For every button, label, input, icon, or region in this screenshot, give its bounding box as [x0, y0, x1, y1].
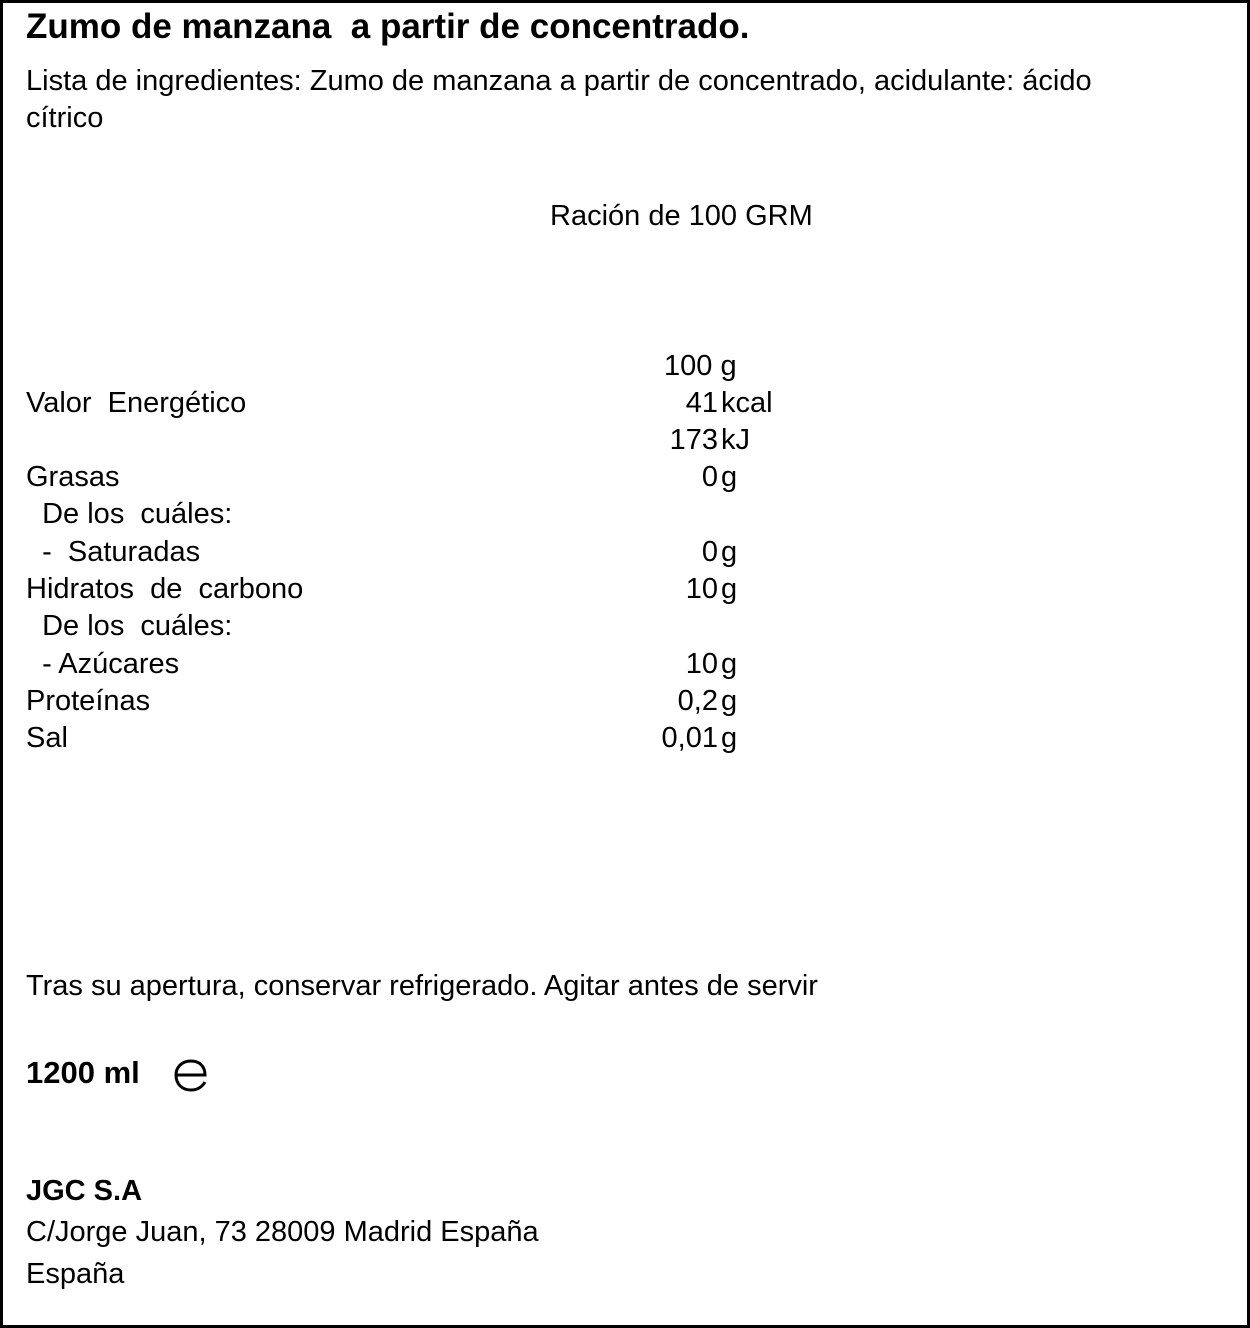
row-unit-fat: g	[721, 461, 738, 493]
row-label-salt: Sal	[26, 722, 68, 754]
row-label-of-which-2: De los cuáles:	[26, 610, 233, 642]
row-unit-salt: g	[721, 722, 738, 754]
row-label-of-which-1: De los cuáles:	[26, 498, 233, 530]
company-country: España	[26, 1258, 125, 1290]
row-value-salt: 0,01	[661, 722, 718, 754]
serving-size: Ración de 100 GRM	[550, 200, 813, 232]
row-label-fat: Grasas	[26, 461, 120, 493]
row-label-carbohydrates: Hidratos de carbono	[26, 573, 304, 605]
row-label-protein: Proteínas	[26, 685, 151, 717]
row-value-sugars: 10	[685, 648, 718, 680]
ingredients-text: Lista de ingredientes: Zumo de manzana a partir de concentrado, acidulante: ácido cítrico	[26, 65, 1092, 134]
row-unit-protein: g	[721, 685, 738, 717]
row-value-saturated: 0	[701, 536, 718, 568]
row-unit-sugars: g	[721, 648, 738, 680]
row-label-saturated: - Saturadas	[26, 536, 201, 568]
estimated-e-icon	[173, 1057, 209, 1093]
column-header: 100 g	[664, 350, 737, 382]
row-label-sugars: - Azúcares	[26, 648, 180, 680]
company-name: JGC S.A	[26, 1175, 143, 1207]
row-unit-carbohydrates: g	[721, 573, 738, 605]
row-unit-energy-kj: kJ	[721, 424, 750, 456]
company-address: C/Jorge Juan, 73 28009 Madrid España	[26, 1216, 539, 1248]
product-title: Zumo de manzana a partir de concentrado.	[26, 7, 750, 46]
row-unit-saturated: g	[721, 536, 738, 568]
row-value-energy-kcal: 41	[685, 387, 718, 419]
row-unit-energy-kcal: kcal	[721, 387, 773, 419]
row-value-carbohydrates: 10	[685, 573, 718, 605]
row-value-energy-kj: 173	[669, 424, 718, 456]
row-label-energy: Valor Energético	[26, 387, 247, 419]
row-value-fat: 0	[701, 461, 718, 493]
net-quantity: 1200 ml	[26, 1055, 140, 1090]
storage-instructions: Tras su apertura, conservar refrigerado. Agitar antes de servir	[26, 970, 818, 1002]
row-value-protein: 0,2	[677, 685, 718, 717]
